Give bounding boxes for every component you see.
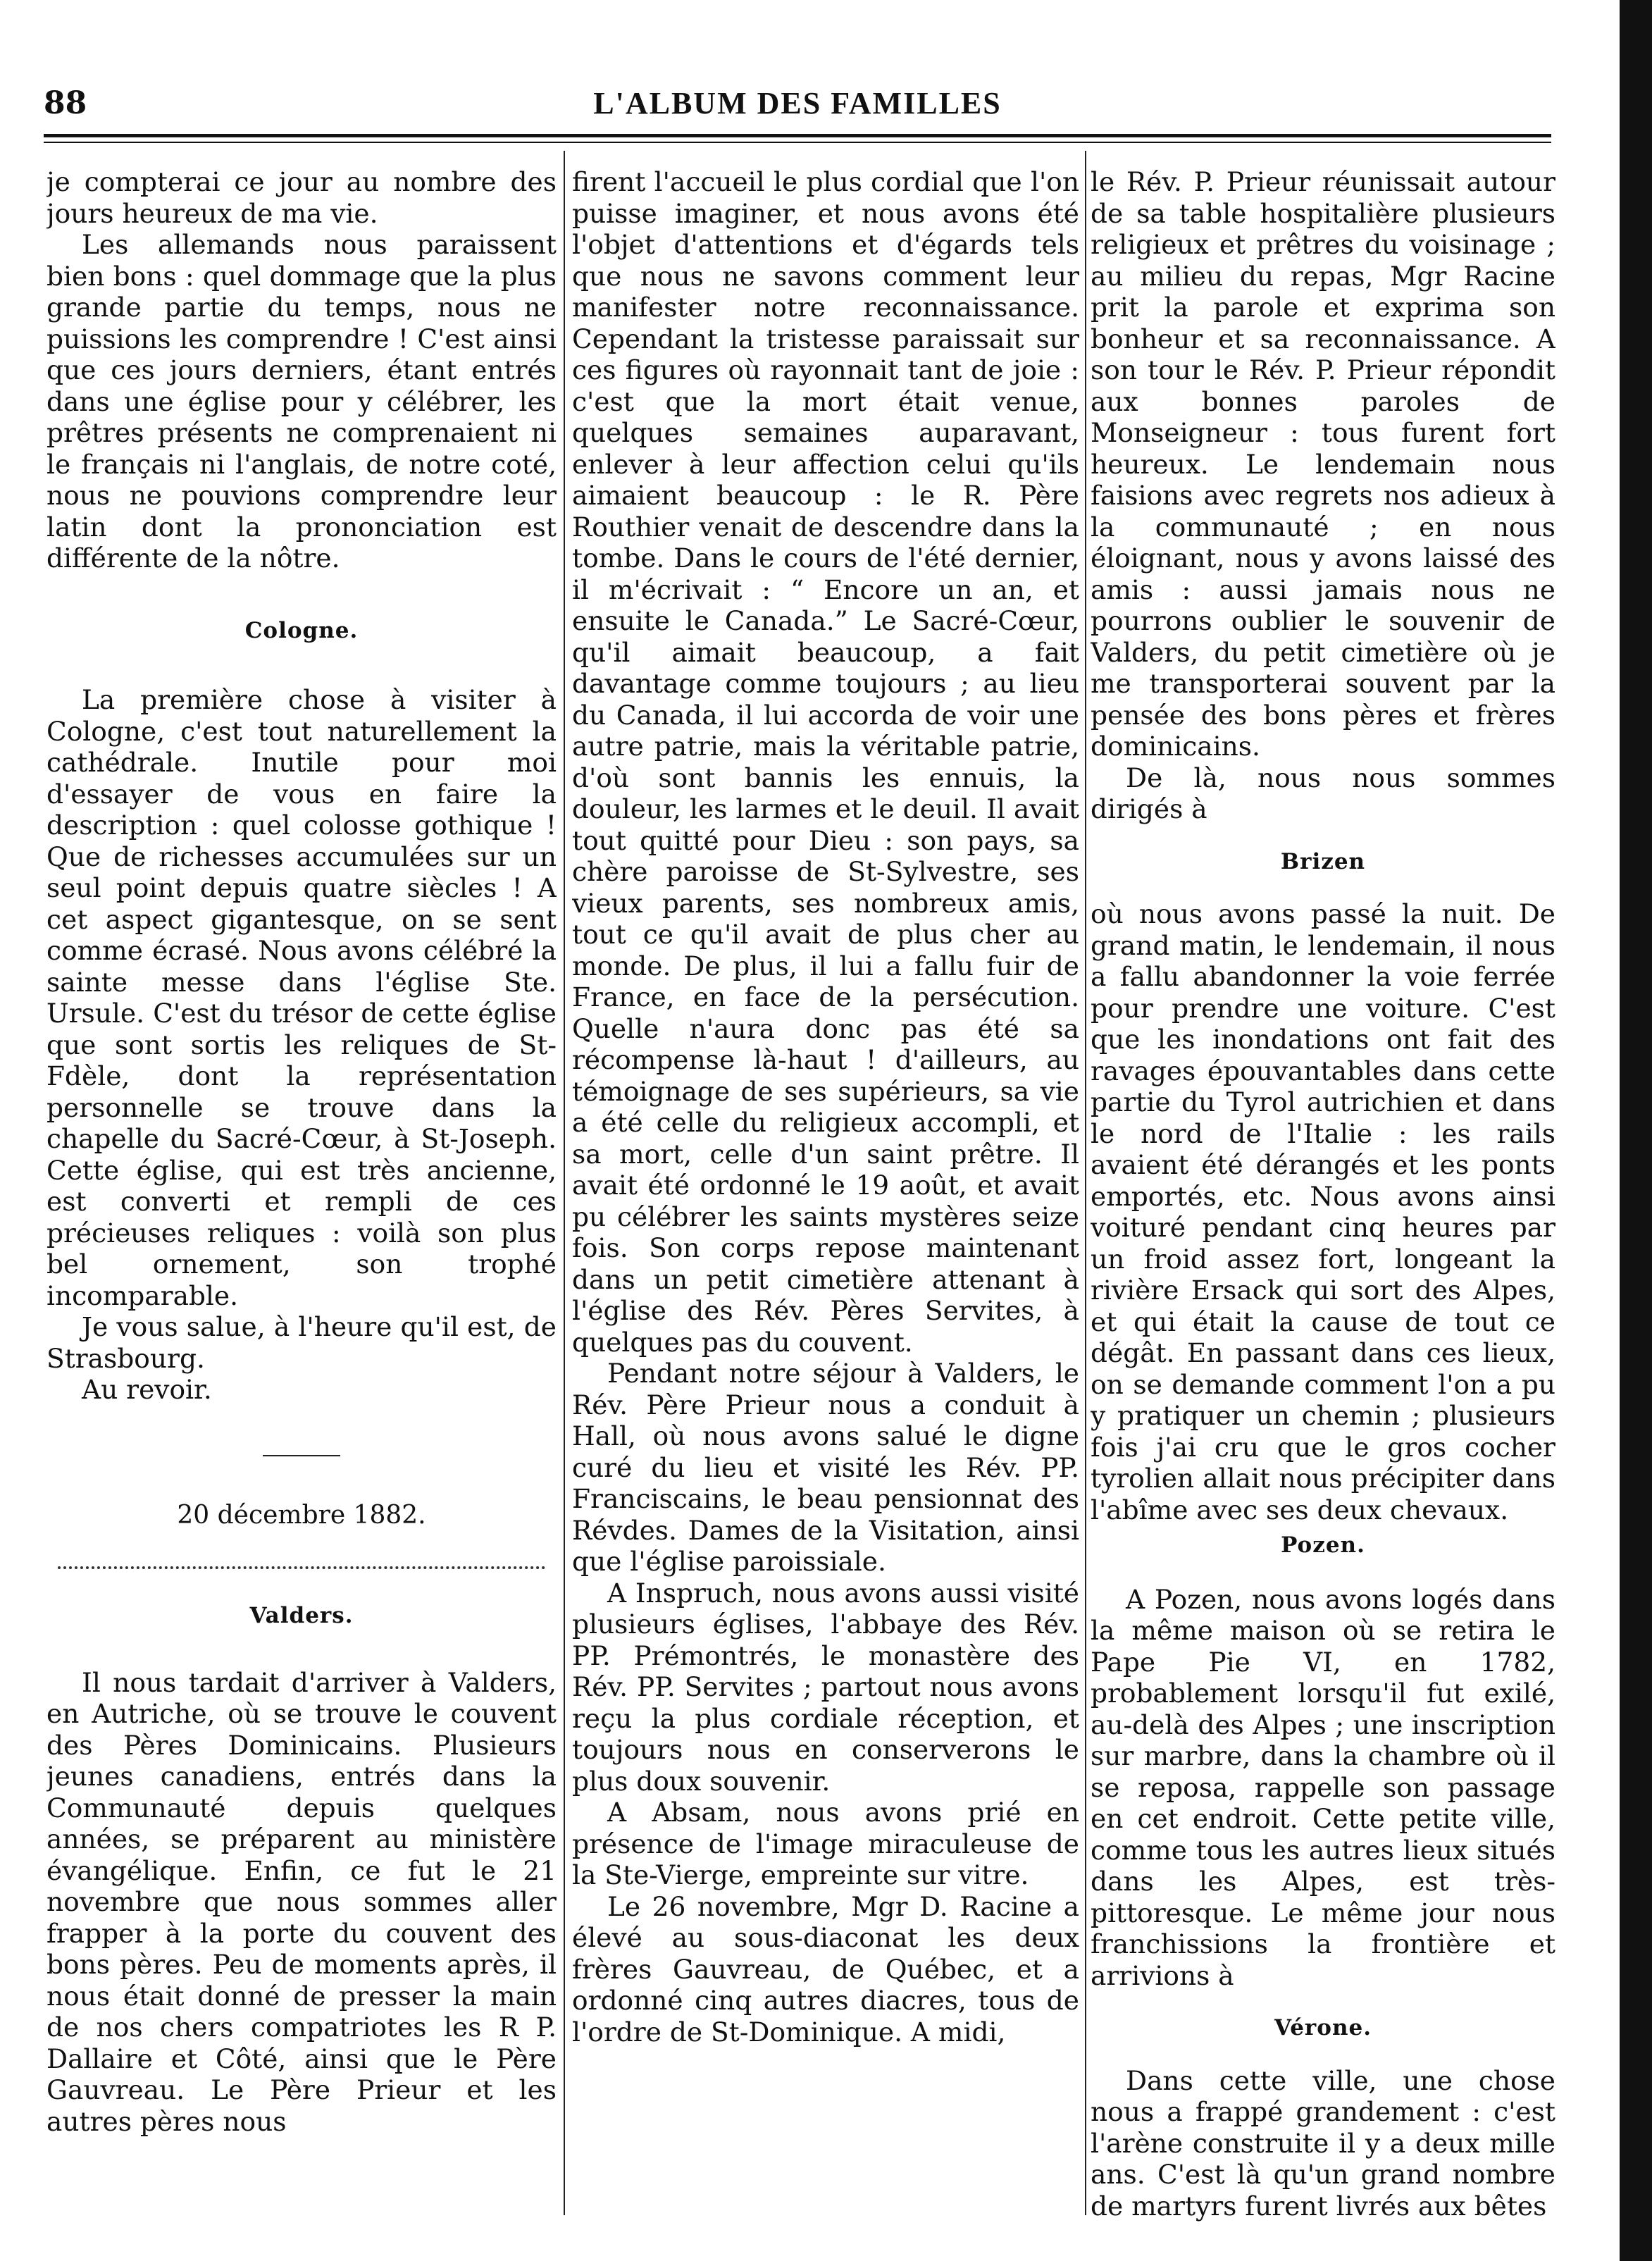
paragraph: De là, nous nous sommes dirigés à: [1091, 762, 1555, 824]
paragraph: Pendant notre séjour à Valders, le Rév. Père Prieur nous a conduit à Hall, où nous avons salué le digne curé du lieu et visité les Rév. PP. Franciscains, le beau pensionnat des Révdes. Dames de la Visitation, ainsi que l'église paroissiale.: [572, 1358, 1079, 1577]
scan-edge-bar: [1620, 0, 1652, 2261]
running-title: L'ALBUM DES FAMILLES: [593, 86, 1002, 120]
section-heading-cologne: Cologne.: [244, 617, 359, 643]
column-2: [572, 166, 1079, 2224]
paragraph: je compterai ce jour au nombre des jours heureux de ma vie.: [46, 166, 557, 229]
column-divider-1: [564, 151, 565, 2215]
paragraph: firent l'accueil le plus cordial que l'on puisse imaginer, et nous avons été l'objet d'attentions et d'égards tels que nous ne savons comment leur manifester notre reconnaissance. Cependant la tristesse paraissait sur ces figures où rayonnait tant de joie : c'est que la mort était venue, quelques semaines auparavant, enlever à leur affection celui qu'ils aimaient beaucoup : le R. Père Routhier venait de descendre dans la tombe. Dans le cours de l'été dernier, il m'écrivait : “ Encore un an, et ensuite le Canada.” Le Sacré-Cœur, qu'il aimait beaucoup, a fait davantage comme toujours ; au lieu du Canada, il lui accorda de voir une autre patrie, mais la véritable patrie, d'où sont bannis les ennuis, la douleur, les larmes et le deuil. Il avait tout quitté pour Dieu : son pays, sa chère paroisse de St-Sylvestre, ses vieux parents, ses nombreux amis, tout ce qu'il avait de plus cher au monde. De plus, il lui a fallu fuir de France, en face de la persécution. Quelle n'aura donc pas été sa récompense là-haut ! d'ailleurs, au témoignage de ses supérieurs, sa vie a été celle du religieux accompli, et sa mort, celle d'un saint prêtre. Il avait été ordonné le 19 août, et avait pu célébrer les saints mystères seize fois. Son corps repose maintenant dans un petit cimetière attenant à l'église des Rév. Pères Servites, à quelques pas du couvent.: [572, 166, 1079, 1358]
paragraph: Le 26 novembre, Mgr D. Racine a élevé au sous-diaconat les deux frères Gauvreau, de Québec, et a ordonné cinq autres diacres, tous de l'ordre de St-Dominique. A midi,: [572, 1890, 1079, 2048]
column-3: [1091, 166, 1555, 2224]
dateline: 20 décembre 1882.: [177, 1500, 426, 1530]
page-header: [44, 79, 1551, 128]
paragraph: A Pozen, nous avons logés dans la même maison où se retira le Pape Pie VI, en 1782, probablement lorsqu'il fut exilé, au-delà des Alpes ; une inscription sur marbre, dans la chambre où il se reposa, rappelle son passage en cet endroit. Cette petite ville, comme tous les autres lieux situés dans les Alpes, est très-pittoresque. Le même jour nous franchissions la frontière et arrivions à: [1091, 1583, 1555, 1991]
paragraph: Au revoir.: [82, 1374, 212, 1405]
section-heading-valders: Valders.: [249, 1603, 354, 1628]
page-number: 88: [44, 85, 87, 121]
column-divider-2: [1085, 151, 1086, 2215]
paragraph: A Inspruch, nous avons aussi visité plusieurs églises, l'abbaye des Rév. PP. Prémontrés, le monastère des Rév. PP. Servites ; partout nous avons reçu la plus cordiale réception, et toujours nous en conserverons le plus doux souvenir.: [572, 1577, 1079, 1797]
section-heading-verone: Vérone.: [1274, 2015, 1372, 2040]
section-heading-brizen: Brizen: [1280, 848, 1366, 874]
column-1: [46, 166, 557, 2224]
paragraph: La première chose à visiter à Cologne, c'est tout naturellement la cathédrale. Inutile pour moi d'essayer de vous en faire la description : quel colosse gothique ! Que de richesses accumulées sur un seul point depuis quatre siècles ! A cet aspect gigantesque, on se sent comme écrasé. Nous avons célébré la sainte messe dans l'église Ste. Ursule. C'est du trésor de cette église que sont sortis les reliques de St-Fdèle, dont la représentation personnelle se trouve dans la chapelle du Sacré-Cœur, à St-Joseph. Cette église, qui est très ancienne, est converti et rempli de ces précieuses reliques : voilà son plus bel ornement, son trophé incomparable.: [46, 684, 557, 1311]
paragraph: Dans cette ville, une chose nous a frappé grandement : c'est l'arène construite il y a deux mille ans. C'est là qu'un grand nombre de martyrs furent livrés aux bêtes: [1091, 2064, 1555, 2222]
header-rule-thin: [44, 142, 1551, 143]
paragraph: Je vous salue, à l'heure qu'il est, de Strasbourg.: [46, 1311, 557, 1374]
paragraph: A Absam, nous avons prié en présence de l'image miraculeuse de la Ste-Vierge, empreinte sur vitre.: [572, 1797, 1079, 1890]
header-rule-thick: [44, 134, 1551, 137]
paragraph: où nous avons passé la nuit. De grand matin, le lendemain, il nous a fallu abandonner la voie ferrée pour prendre une voiture. C'est que les inondations ont fait des ravages épouvantables dans cette partie du Tyrol autrichien et dans le nord de l'Italie : les rails avaient été dérangés et les ponts emportés, etc. Nous avons ainsi voituré pendant cinq heures par un froid assez fort, longeant la rivière Ersack qui sort des Alpes, et qui était la cause de tout ce dégât. En passant dans ces lieux, on se demande comment l'on a pu y pratiquer un chemin ; plusieurs fois j'ai cru que le gros cocher tyrolien allait nous précipiter dans l'abîme avec ses deux chevaux.: [1091, 898, 1555, 1525]
paragraph: Les allemands nous paraissent bien bons : quel dommage que la plus grande partie du temps, nous ne puissions les comprendre ! C'est ainsi que ces jours derniers, étant entrés dans une église pour y célébrer, les prêtres présents ne comprenaient ni le français ni l'anglais, de notre coté, nous ne pouvions comprendre leur latin dont la prononciation est différente de la nôtre.: [46, 229, 557, 574]
section-heading-pozen: Pozen.: [1281, 1532, 1365, 1558]
paragraph: Il nous tardait d'arriver à Valders, en Autriche, où se trouve le couvent des Pères Dominicains. Plusieurs jeunes canadiens, entrés dans la Communauté depuis quelques années, se préparent au ministère évangélique. Enfin, ce fut le 21 novembre que nous sommes aller frapper à la porte du couvent des bons pères. Peu de moments après, il nous était donné de presser la main de nos chers compatriotes les R P. Dallaire et Côté, ainsi que le Père Gauvreau. Le Père Prieur et les autres pères nous: [46, 1666, 557, 2137]
paragraph: le Rév. P. Prieur réunissait autour de sa table hospitalière plusieurs religieux et prêtres du voisinage ; au milieu du repas, Mgr Racine prit la parole et exprima son bonheur et sa reconnaissance. A son tour le Rév. P. Prieur répondit aux bonnes paroles de Monseigneur : tous furent fort heureux. Le lendemain nous faisions avec regrets nos adieux à la communauté ; en nous éloignant, nous y avons laissé des amis : aussi jamais nous ne pourrons oublier le souvenir de Valders, du petit cimetière où je me transporterai souvent par la pensée des bons pères et frères dominicains.: [1091, 166, 1555, 762]
